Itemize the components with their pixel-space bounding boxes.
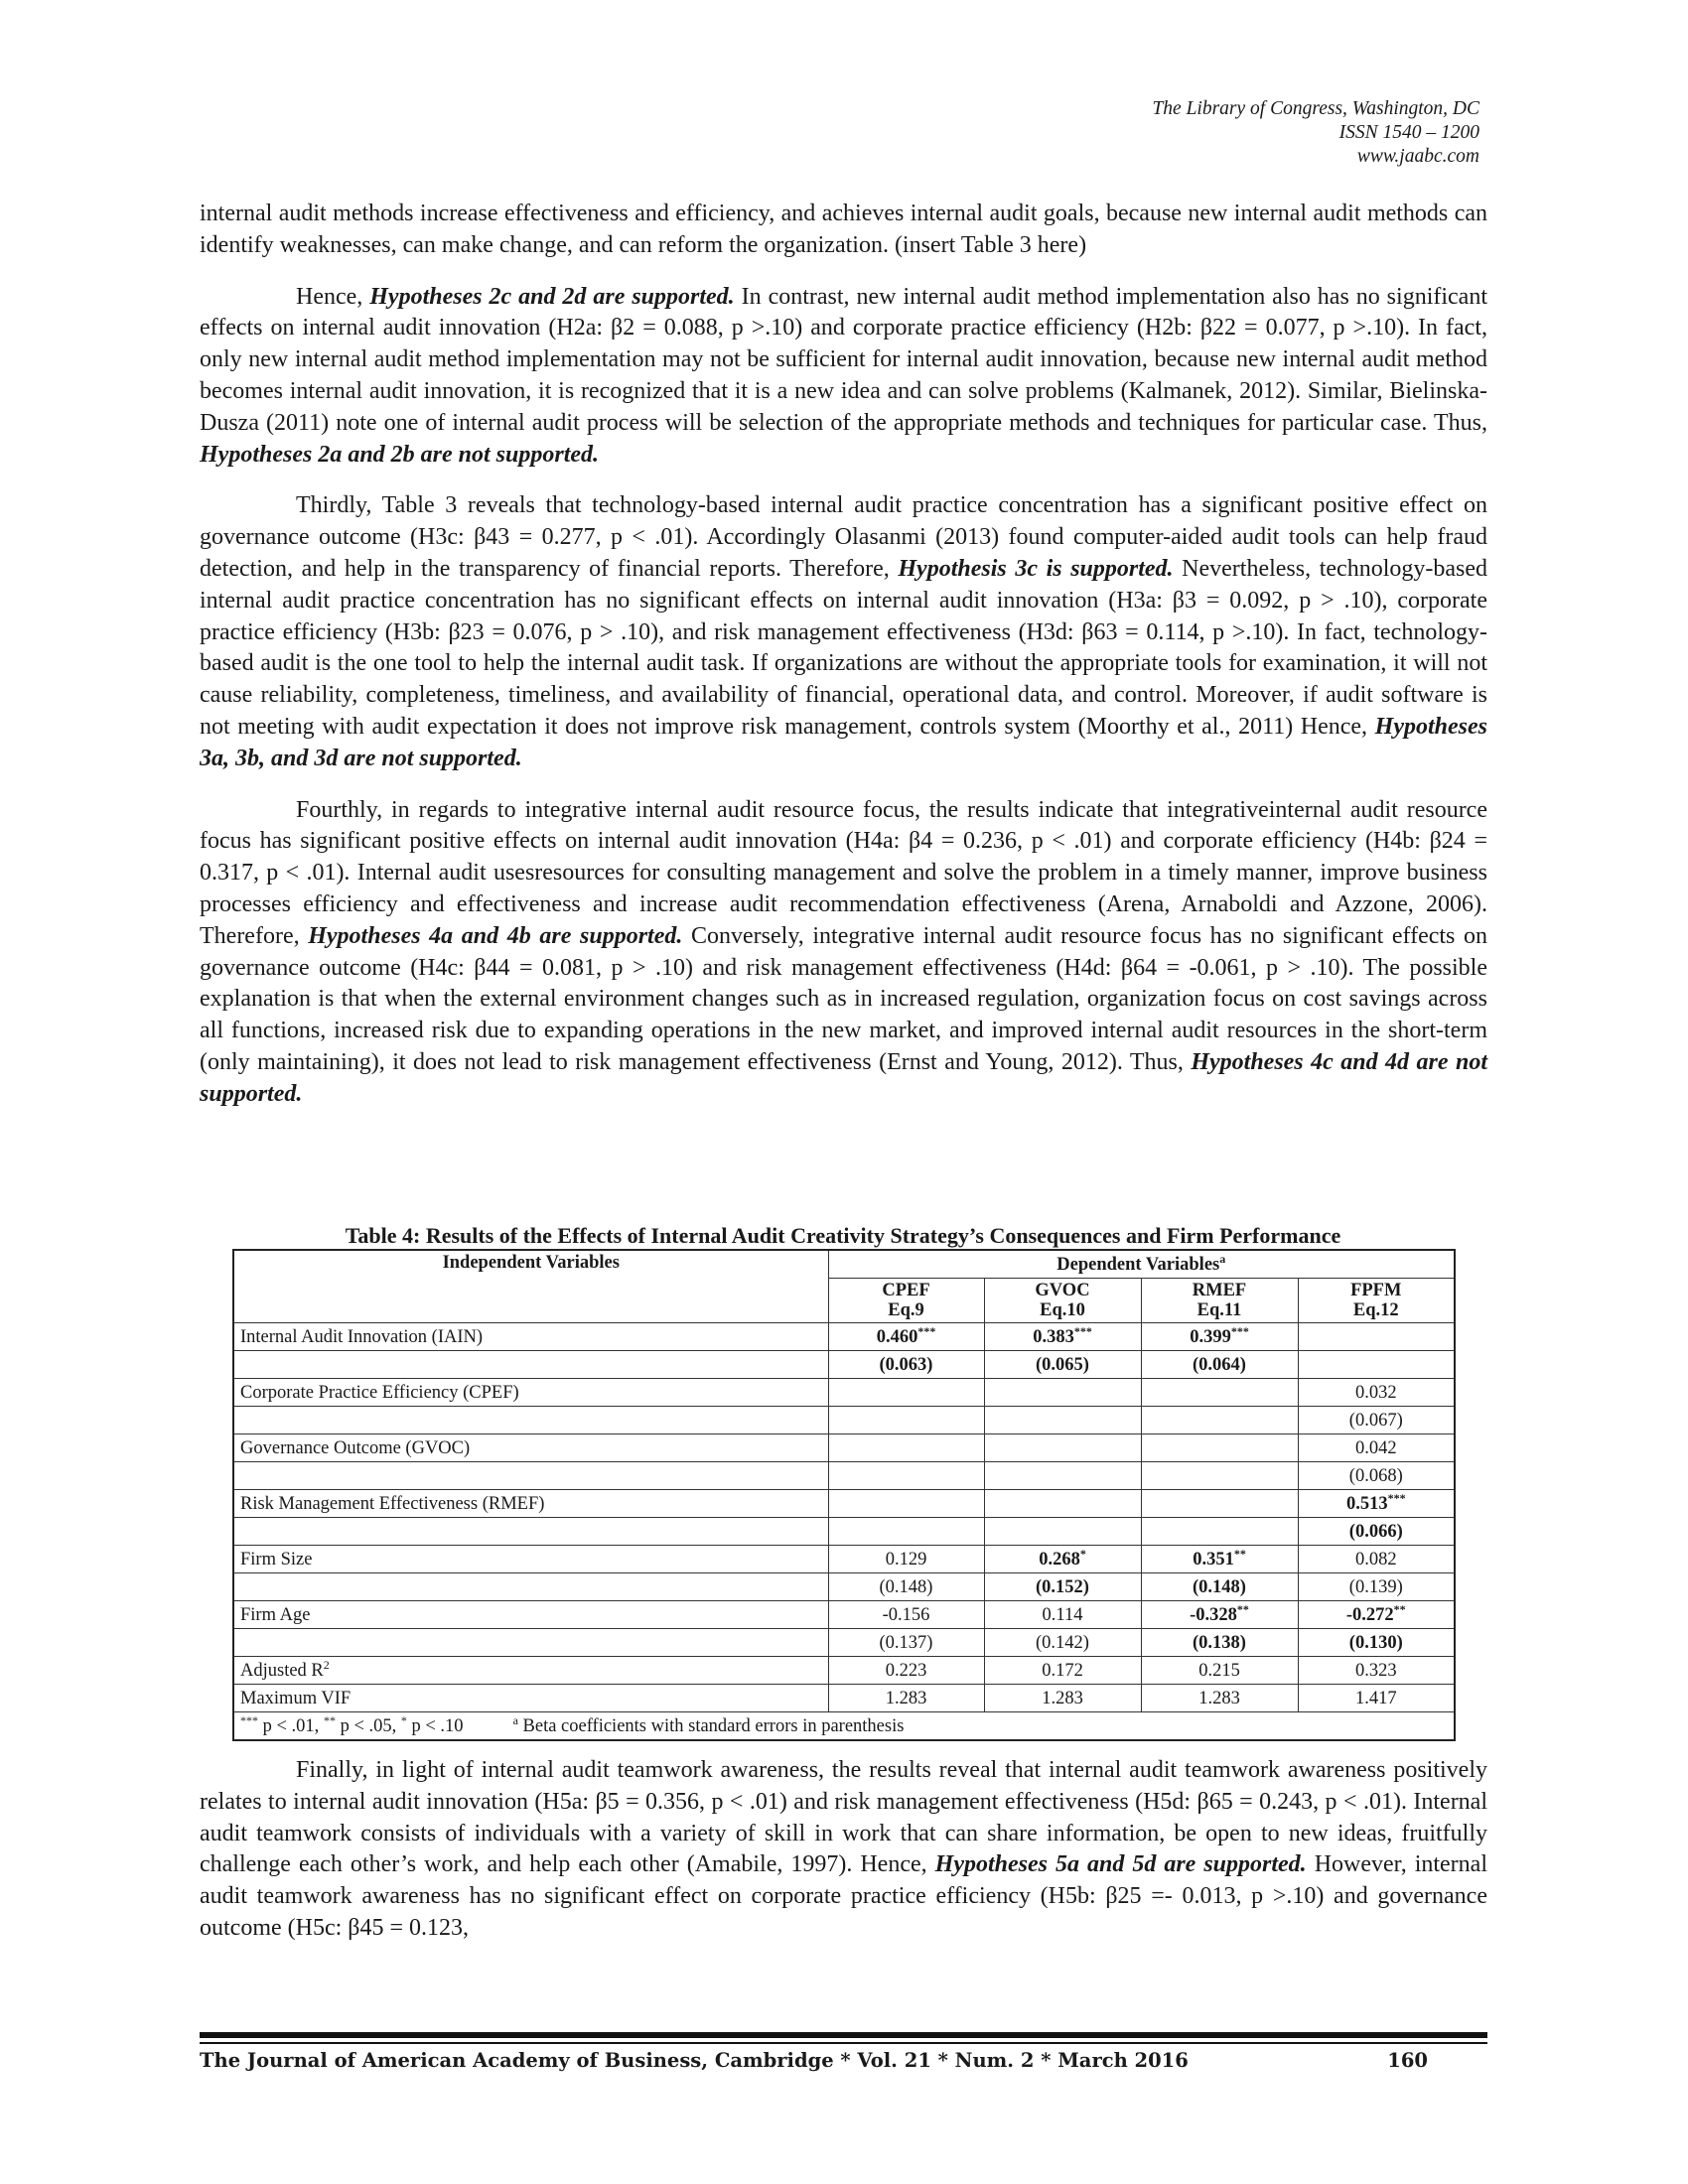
column-equation: Eq.11: [1196, 1300, 1242, 1320]
independent-variables-header: Independent Variables: [233, 1250, 828, 1323]
table-cell: [828, 1685, 984, 1712]
cell-value: 0.172: [1042, 1660, 1083, 1681]
row-label: [233, 1407, 828, 1434]
table-cell: [828, 1323, 984, 1351]
cell-value: (0.130): [1348, 1632, 1403, 1653]
table-cell: [1141, 1685, 1298, 1712]
note-sup: **: [323, 1712, 336, 1727]
header-website-line: www.jaabc.com: [1356, 146, 1479, 167]
table-cell: [984, 1462, 1141, 1490]
table-cell: [1298, 1434, 1455, 1462]
column-name: CPEF: [882, 1281, 930, 1300]
significance-sup: ***: [1387, 1490, 1406, 1505]
table-cell: [828, 1601, 984, 1629]
table-cell: [984, 1379, 1141, 1407]
cell-value: 0.460: [876, 1326, 918, 1347]
row-label: [233, 1601, 828, 1629]
column-equation: Eq.10: [1040, 1300, 1085, 1320]
table-cell: [828, 1546, 984, 1573]
table-cell: [984, 1629, 1141, 1657]
paragraph-2: [200, 282, 1487, 472]
table-cell: [828, 1629, 984, 1657]
header-issn-line: ISSN 1540 – 1200: [1338, 122, 1479, 143]
table-cell: [984, 1573, 1141, 1601]
cell-value: (0.066): [1348, 1521, 1403, 1542]
cell-value: (0.137): [879, 1632, 933, 1653]
cell-value: 0.032: [1354, 1382, 1397, 1403]
table-cell: [984, 1657, 1141, 1685]
cell-value: -0.156: [882, 1604, 930, 1625]
table-row: [233, 1573, 1455, 1601]
table-title: Table 4: Results of the Effects of Internal Audit Creativity Strategy’s Consequences and Firm Performance: [345, 1223, 1341, 1248]
table-row: [233, 1323, 1455, 1351]
cell-value: 0.399: [1190, 1326, 1231, 1347]
table-cell: [984, 1601, 1141, 1629]
r-squared-sup: 2: [323, 1657, 330, 1672]
table-row: [233, 1657, 1455, 1685]
table-cell: [984, 1323, 1141, 1351]
column-equation: Eq.9: [888, 1300, 924, 1320]
publication-header: [1152, 97, 1479, 169]
row-label: [233, 1490, 828, 1518]
cell-value: 0.268: [1039, 1549, 1080, 1570]
cell-value: (0.065): [1036, 1354, 1089, 1375]
paragraph-3-text-a: Thirdly, Table 3 reveals that technology-based internal audit practice concentration has a significant positive effect on governance outcome (H3c: β43 = 0.277, p < .01). Accordingly Olasanmi (2013) found computer-aided audit tools can help fraud detection, and help in the transparency of financial reports. Therefore,: [200, 492, 1487, 582]
cell-value: -0.328: [1190, 1604, 1237, 1625]
cell-value: (0.148): [879, 1576, 933, 1597]
table-cell: [1298, 1379, 1455, 1407]
cell-value: 0.223: [885, 1660, 927, 1681]
row-label-text: Internal Audit Innovation (IAIN): [240, 1326, 484, 1347]
table-cell: [828, 1518, 984, 1546]
row-label: [233, 1379, 828, 1407]
table-row: [233, 1379, 1455, 1407]
paragraph-1: internal audit methods increase effectiveness and efficiency, and achieves internal audit goals, because new internal audit methods can identify weaknesses, can make change, and can reform the organization. (insert Table 3 here): [200, 201, 1487, 258]
paragraph-4-hypothesis-not-supported: Hypotheses 4c and 4d are not supported.: [200, 1048, 1488, 1107]
page-number: 160: [1387, 2049, 1428, 2072]
table-cell: [828, 1407, 984, 1434]
table-cell: [1141, 1462, 1298, 1490]
cell-value: 0.215: [1198, 1660, 1240, 1681]
significance-sup: ***: [917, 1323, 936, 1338]
table-notes: [233, 1712, 1455, 1741]
table-cell: [1141, 1629, 1298, 1657]
table-row: [233, 1601, 1455, 1629]
paragraph-3-text-c: Nevertheless, technology-based internal audit practice concentration has no significant effects on internal audit innovation (H3a: β3 = 0.092, p > .10), corporate practice efficiency (H3b: β23 = 0.076, p > .10), and risk management effectiveness (H3d: β63 = 0.114, p >.10). In fact, technology-based audit is the one tool to help the internal audit task. If organizations are without the appropriate tools for examination, it will not cause reliability, completeness, timeliness, and availability of financial, operational data, and control. Moreover, if audit software is not meeting with audit expectation it does not improve risk management, controls system (Moorthy et al., 2011) Hence,: [200, 555, 1487, 740]
table-header-row-1: [233, 1250, 1455, 1279]
column-header-fpfm: [1298, 1279, 1455, 1323]
row-label-text: Firm Size: [240, 1549, 313, 1570]
table-cell: [1298, 1407, 1455, 1434]
significance-sup: **: [1236, 1601, 1249, 1616]
table-cell: [1141, 1546, 1298, 1573]
table-cell: [1141, 1490, 1298, 1518]
paragraph-3-hypothesis-supported: Hypothesis 3c is supported.: [898, 555, 1174, 582]
header-library-line: The Library of Congress, Washington, DC: [1152, 98, 1479, 119]
significance-sup: *: [1079, 1546, 1086, 1561]
row-label-text: Corporate Practice Efficiency (CPEF): [240, 1382, 519, 1403]
table-cell: [1141, 1351, 1298, 1379]
table-cell: [984, 1407, 1141, 1434]
cell-value: (0.068): [1348, 1465, 1403, 1486]
table-cell: [984, 1685, 1141, 1712]
table-row: [233, 1434, 1455, 1462]
cell-value: (0.139): [1348, 1576, 1403, 1597]
table-cell: [1298, 1573, 1455, 1601]
row-label: [233, 1573, 828, 1601]
body-text-upper: [200, 199, 1487, 1111]
row-label: [233, 1629, 828, 1657]
results-table: [232, 1249, 1456, 1741]
row-label: [233, 1434, 828, 1462]
paragraph-5: [200, 1755, 1487, 1945]
row-label: [233, 1351, 828, 1379]
table-cell: [828, 1351, 984, 1379]
cell-value: (0.138): [1193, 1632, 1246, 1653]
table-cell: [1298, 1490, 1455, 1518]
cell-value: -0.272: [1345, 1604, 1394, 1625]
table-row: [233, 1351, 1455, 1379]
body-text-lower: [200, 1755, 1487, 1945]
cell-value: 1.283: [1042, 1688, 1083, 1708]
column-header-gvoc: [984, 1279, 1141, 1323]
table-cell: [984, 1434, 1141, 1462]
cell-value: 0.129: [885, 1549, 927, 1570]
table-row: [233, 1546, 1455, 1573]
column-name: RMEF: [1192, 1281, 1247, 1300]
row-label: [233, 1323, 828, 1351]
table-cell: [1141, 1657, 1298, 1685]
table-4: [232, 1223, 1454, 1741]
table-cell: [1141, 1434, 1298, 1462]
paragraph-2-hypothesis-supported: Hypotheses 2c and 2d are supported.: [369, 283, 735, 310]
paragraph-3: [200, 490, 1487, 774]
row-label: [233, 1462, 828, 1490]
cell-value: 0.351: [1193, 1549, 1234, 1570]
cell-value: 1.283: [885, 1688, 927, 1708]
table-cell: [828, 1379, 984, 1407]
row-label-text: Adjusted R: [240, 1660, 324, 1681]
table-cell: [984, 1546, 1141, 1573]
dependent-variables-header: [828, 1250, 1455, 1279]
row-label: [233, 1518, 828, 1546]
table-cell: [1298, 1601, 1455, 1629]
row-label: [233, 1657, 828, 1685]
table-cell: [828, 1490, 984, 1518]
dependent-variables-sup: a: [1219, 1251, 1226, 1266]
paragraph-2-hypothesis-not-supported: Hypotheses 2a and 2b are not supported.: [200, 441, 600, 468]
paragraph-5-text-a: Finally, in light of internal audit teamwork awareness, the results reveal that internal audit teamwork awareness positively relates to internal audit innovation (H5a: β5 = 0.356, p < .01) and risk management effectiveness (H5d: β65 = 0.243, p < .01). Internal audit teamwork consists of individuals with a variety of skill in work that can share information, be open to new ideas, fruitfully challenge each other’s work, and help each other (Amabile, 1997). Hence,: [200, 1757, 1487, 1878]
table-cell: [984, 1518, 1141, 1546]
row-label-text: Risk Management Effectiveness (RMEF): [240, 1493, 545, 1514]
row-label: [233, 1685, 828, 1712]
paragraph-5-hypothesis-supported: Hypotheses 5a and 5d are supported.: [934, 1851, 1307, 1878]
cell-value: (0.142): [1036, 1632, 1089, 1653]
table-cell: [828, 1573, 984, 1601]
table-cell: [1298, 1629, 1455, 1657]
table-cell: [1298, 1351, 1455, 1379]
table-cell: [1298, 1462, 1455, 1490]
table-notes-row: [233, 1712, 1455, 1741]
footer-rule-thick: [200, 2032, 1487, 2038]
table-row: [233, 1490, 1455, 1518]
cell-value: 1.417: [1354, 1688, 1397, 1708]
note-text: p < .01,: [258, 1715, 324, 1736]
table-cell: [1141, 1573, 1298, 1601]
table-cell: [1298, 1518, 1455, 1546]
table-cell: [1141, 1407, 1298, 1434]
cell-value: 0.082: [1354, 1549, 1397, 1570]
paragraph-2-text-a: Hence,: [296, 283, 370, 310]
table-cell: [984, 1351, 1141, 1379]
column-name: GVOC: [1035, 1281, 1090, 1300]
table-cell: [828, 1434, 984, 1462]
table-cell: [1141, 1323, 1298, 1351]
table-row: [233, 1518, 1455, 1546]
table-cell: [1141, 1518, 1298, 1546]
table-cell: [984, 1490, 1141, 1518]
column-header-cpef: [828, 1279, 984, 1323]
paragraph-5-text-c: However, internal audit teamwork awareness has no significant effect on corporate practice efficiency (H5b: β25 =- 0.013, p >.10) and governance outcome (H5c: β45 = 0.123,: [200, 1851, 1487, 1941]
row-label-text: Firm Age: [240, 1604, 311, 1625]
row-label-text: Maximum VIF: [240, 1688, 352, 1708]
table-body: [233, 1323, 1455, 1712]
column-equation: Eq.12: [1352, 1300, 1399, 1320]
table-cell: [1298, 1685, 1455, 1712]
paragraph-3-hypothesis-not-supported: Hypotheses 3a, 3b, and 3d are not supported.: [200, 713, 1487, 771]
note-sup: a: [512, 1712, 518, 1727]
significance-sup: **: [1393, 1601, 1406, 1616]
table-cell: [828, 1462, 984, 1490]
cell-value: 0.383: [1033, 1326, 1074, 1347]
cell-value: (0.148): [1193, 1576, 1246, 1597]
row-label: [233, 1546, 828, 1573]
cell-value: (0.064): [1193, 1354, 1246, 1375]
paragraph-4-text-a: Fourthly, in regards to integrative internal audit resource focus, the results indicate that integrativeinternal audit resource focus has significant positive effects on internal audit innovation (H4a: β4 = 0.236, p < .01) and corporate efficiency (H4b: β24 = 0.317, p < .01). Internal audit usesresources for consulting management and solve the problem in a timely manner, improve business processes efficiency and effectiveness and increase audit recommendation effectiveness (Arena, Arnaboldi and Azzone, 2006). Therefore,: [200, 796, 1487, 949]
table-row: [233, 1629, 1455, 1657]
table-cell: [1141, 1379, 1298, 1407]
column-name: FPFM: [1350, 1281, 1402, 1300]
column-header-rmef: [1141, 1279, 1298, 1323]
table-cell: [1141, 1601, 1298, 1629]
cell-value: (0.152): [1036, 1576, 1089, 1597]
cell-value: 0.323: [1354, 1660, 1397, 1681]
table-cell: [1298, 1546, 1455, 1573]
note-text: p < .10: [406, 1715, 464, 1736]
cell-value: (0.067): [1348, 1410, 1403, 1431]
row-label-text: Governance Outcome (GVOC): [240, 1437, 471, 1458]
cell-value: 0.042: [1354, 1437, 1397, 1458]
dependent-variables-label: Dependent Variables: [1056, 1254, 1220, 1275]
cell-value: 0.114: [1042, 1604, 1083, 1625]
footer-journal: The Journal of American Academy of Business, Cambridge * Vol. 21 * Num. 2 * March 2016: [200, 2049, 1189, 2072]
note-sup: ***: [240, 1712, 258, 1727]
table-cell: [1298, 1323, 1455, 1351]
cell-value: (0.063): [879, 1354, 933, 1375]
cell-value: 0.513: [1345, 1493, 1388, 1514]
table-row: [233, 1407, 1455, 1434]
table-row: [233, 1685, 1455, 1712]
table-row: [233, 1462, 1455, 1490]
note-sup: *: [400, 1712, 407, 1727]
paragraph-4-text-c: Conversely, integrative internal audit resource focus has no significant effects on governance outcome (H4c: β44 = 0.081, p > .10) and risk management effectiveness (H4d: β64 = -0.061, p > .10). The possible explanation is that when the external environment changes such as in increased regulation, organization focus on cost savings across all functions, increased risk due to expanding operations in the new market, and improved internal audit resources in the short-term (only maintaining), it does not lead to risk management effectiveness (Ernst and Young, 2012). Thus,: [200, 922, 1488, 1075]
paragraph-4-hypothesis-supported: Hypotheses 4a and 4b are supported.: [308, 922, 683, 949]
table-cell: [828, 1657, 984, 1685]
significance-sup: **: [1233, 1546, 1246, 1561]
note-beta-text: Beta coefficients with standard errors in parenthesis: [517, 1715, 905, 1736]
significance-sup: ***: [1073, 1323, 1092, 1338]
footer-rule-thin: [200, 2042, 1487, 2044]
cell-value: 1.283: [1198, 1688, 1240, 1708]
table-cell: [1298, 1657, 1455, 1685]
paragraph-2-text-c: In contrast, new internal audit method implementation also has no significant effects on internal audit innovation (H2a: β2 = 0.088, p >.10) and corporate practice efficiency (H2b: β22 = 0.077, p >.10). In fact, only new internal audit method implementation may not be sufficient for internal audit innovation, because new internal audit method becomes internal audit innovation, it is recognized that it is a new idea and can solve problems (Kalmanek, 2012). Similar, Bielinska-Dusza (2011) note one of internal audit process will be selection of the appropriate methods and techniques for particular case. Thus,: [200, 283, 1487, 436]
note-text: p < .05,: [335, 1715, 401, 1736]
paragraph-4: [200, 795, 1487, 1111]
significance-sup: ***: [1230, 1323, 1249, 1338]
